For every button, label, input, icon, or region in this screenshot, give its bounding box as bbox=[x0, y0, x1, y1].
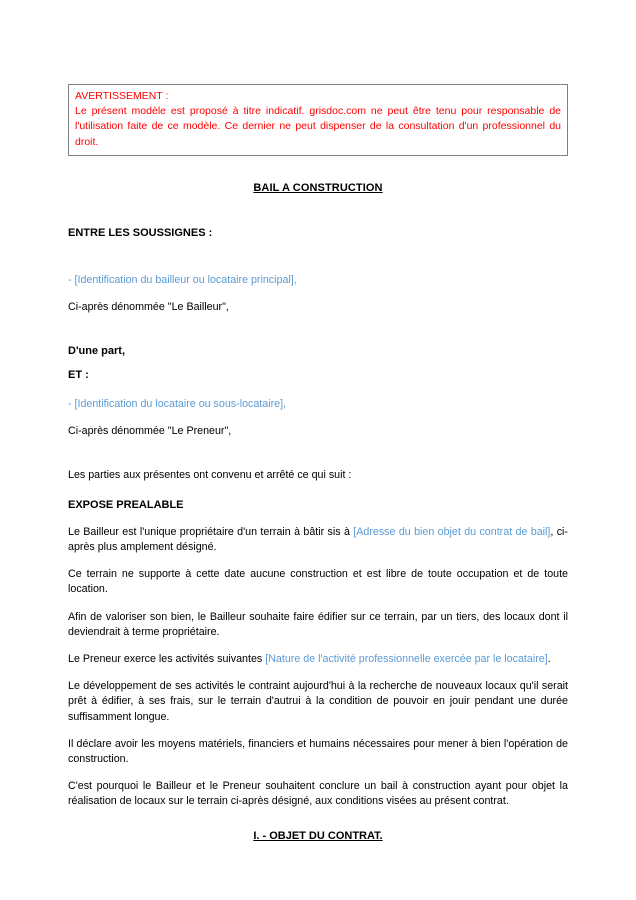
disclaimer-body: Le présent modèle est proposé à titre indicatif. grisdoc.com ne peut être tenu pour responsable de l'utilisation faite de ce modèle. Ce dernier ne peut dispenser de la consultation d'un professionnel du droit. bbox=[75, 105, 561, 148]
lessor-designation: Ci-après dénommée "Le Bailleur", bbox=[68, 301, 229, 314]
lessee-designation: Ci-après dénommée "Le Preneur", bbox=[68, 425, 232, 438]
spacer bbox=[68, 288, 568, 300]
agreement-line: Les parties aux présentes ont convenu et arrêté ce qui suit : bbox=[68, 468, 352, 481]
preamble-paragraph-1 bbox=[68, 525, 568, 555]
spacer bbox=[68, 412, 568, 424]
preamble-p1-text-after: , ci-après plus amplement désigné. bbox=[68, 525, 568, 554]
preamble-paragraph-3: Afin de valoriser son bien, le Bailleur souhaite faire édifier sur ce terrain, par un tiers, des locaux dont il deviendrait à terme propriétaire. bbox=[68, 610, 568, 638]
lessor-placeholder: - [Identification du bailleur ou locataire principal], bbox=[68, 273, 297, 286]
preamble-p4-text-before: Le Preneur exerce les activités suivantes bbox=[68, 653, 266, 666]
document-content bbox=[68, 84, 568, 842]
disclaimer-box bbox=[68, 84, 568, 156]
spacer bbox=[68, 357, 568, 369]
address-placeholder: [Adresse du bien objet du contrat de bail] bbox=[353, 525, 551, 538]
and-label: ET : bbox=[68, 369, 89, 382]
lessee-placeholder: - [Identification du locataire ou sous-locataire], bbox=[68, 398, 287, 411]
spacer bbox=[68, 725, 568, 737]
spacer bbox=[68, 483, 568, 499]
article-1-heading: I. - OBJET DU CONTRAT. bbox=[253, 829, 383, 842]
document-title: BAIL A CONSTRUCTION bbox=[253, 181, 383, 194]
one-part-label: D'une part, bbox=[68, 345, 126, 358]
spacer bbox=[68, 667, 568, 679]
spacer bbox=[68, 598, 568, 610]
spacer bbox=[68, 440, 568, 468]
spacer bbox=[68, 555, 568, 567]
preamble-paragraph-7: C'est pourquoi le Bailleur et le Preneur souhaitent conclure un bail à construction ayant pour objet la réalisation de locaux sur le terrain ci-après désigné, aux conditions visées au présent contrat. bbox=[68, 780, 568, 808]
preamble-paragraph-5: Le développement de ses activités le contraint aujourd'hui à la recherche de nouveaux locaux qu'il serait prêt à édifier, à ses frais, sur le terrain d'autrui à la condition de pouvoir en jouir pendant une durée suffisamment longue. bbox=[68, 680, 568, 723]
preamble-paragraph-6: Il déclare avoir les moyens matériels, financiers et humains nécessaires pour mener à bien l'opération de construction. bbox=[68, 737, 568, 766]
disclaimer-title: AVERTISSEMENT : bbox=[75, 90, 169, 102]
spacer bbox=[68, 810, 568, 830]
parties-heading: ENTRE LES SOUSSIGNES : bbox=[68, 226, 213, 239]
preamble-heading: EXPOSE PREALABLE bbox=[68, 498, 184, 511]
spacer bbox=[68, 767, 568, 779]
preamble-p4-text-after: . bbox=[547, 653, 551, 666]
spacer bbox=[68, 315, 568, 345]
preamble-paragraph-4 bbox=[68, 652, 568, 667]
spacer bbox=[68, 640, 568, 652]
preamble-p1-text-before: Le Bailleur est l'unique propriétaire d'un terrain à bâtir sis à bbox=[68, 525, 354, 538]
activity-placeholder: [Nature de l'activité professionnelle exercée par le locataire] bbox=[265, 653, 548, 666]
spacer bbox=[68, 239, 568, 273]
spacer bbox=[68, 381, 568, 397]
spacer bbox=[68, 511, 568, 525]
preamble-paragraph-2: Ce terrain ne supporte à cette date aucune construction et est libre de toute occupation et de toute location. bbox=[68, 568, 568, 596]
